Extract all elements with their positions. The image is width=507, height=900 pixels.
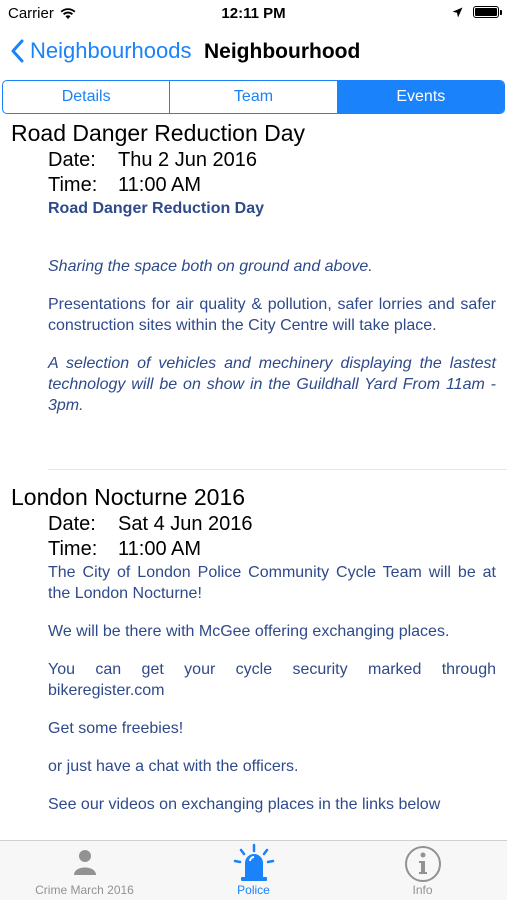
back-button-label: Neighbourhoods — [30, 38, 192, 63]
event-time: 11:00 AM — [118, 538, 202, 560]
description-paragraph: or just have a chat with the officers. — [48, 758, 299, 775]
tab-label: Info — [412, 883, 433, 897]
event-title: Road Danger Reduction Day — [11, 120, 306, 146]
segment-details[interactable]: Details — [3, 81, 170, 113]
back-button[interactable] — [10, 38, 191, 64]
segment-team[interactable]: Team — [170, 81, 337, 113]
person-icon — [70, 847, 100, 877]
events-list[interactable] — [0, 118, 507, 840]
description-heading: Road Danger Reduction Day — [48, 200, 265, 217]
date-label: Date: — [48, 149, 96, 171]
description-paragraph: You can get your cycle security marked through bikeregister.com — [48, 661, 496, 699]
chevron-left-icon — [10, 39, 24, 63]
event-time: 11:00 AM — [118, 174, 202, 196]
location-arrow-icon — [452, 7, 463, 18]
segmented-control — [2, 80, 505, 114]
event-description — [48, 198, 496, 416]
event-item — [0, 118, 507, 416]
event-date: Sat 4 Jun 2016 — [118, 513, 253, 535]
description-paragraph: Presentations for air quality & pollution, safer lorries and safer construction sites within the City Centre will take place. — [48, 296, 496, 334]
event-item — [0, 482, 507, 815]
status-time: 12:11 PM — [221, 5, 286, 22]
description-paragraph: A selection of vehicles and mechinery displaying the lastest technology will be on show in the Guildhall Yard From 11am - 3pm. — [48, 355, 496, 414]
status-bar — [0, 0, 507, 28]
tab-police[interactable] — [169, 841, 338, 900]
event-date-row — [48, 512, 507, 537]
event-date: Thu 2 Jun 2016 — [118, 149, 257, 171]
description-paragraph: Get some freebies! — [48, 720, 184, 737]
event-time-row — [48, 537, 507, 562]
segment-events[interactable]: Events — [338, 81, 504, 113]
siren-icon — [232, 843, 276, 883]
status-right — [452, 6, 499, 18]
description-paragraph: See our videos on exchanging places in the links below — [48, 796, 441, 813]
event-description — [48, 562, 496, 815]
date-label: Date: — [48, 513, 96, 535]
description-paragraph: Sharing the space both on ground and above. — [48, 258, 373, 275]
tab-info[interactable] — [338, 841, 507, 900]
carrier-label: Carrier — [8, 5, 54, 22]
time-label: Time: — [48, 538, 98, 560]
event-date-row — [48, 148, 507, 173]
description-paragraph: The City of London Police Community Cycle Team will be at the London Nocturne! — [48, 564, 496, 602]
description-paragraph: We will be there with McGee offering exchanging places. — [48, 623, 450, 640]
tab-label: Police — [237, 883, 270, 897]
info-icon — [404, 845, 442, 883]
navigation-bar — [0, 28, 507, 74]
tab-label: Crime March 2016 — [35, 883, 134, 897]
tab-bar — [0, 840, 507, 900]
battery-icon — [473, 6, 499, 18]
event-title: London Nocturne 2016 — [11, 484, 246, 510]
event-time-row — [48, 173, 507, 198]
tab-crime[interactable] — [0, 841, 169, 900]
page-title: Neighbourhood — [204, 40, 361, 63]
time-label: Time: — [48, 174, 98, 196]
